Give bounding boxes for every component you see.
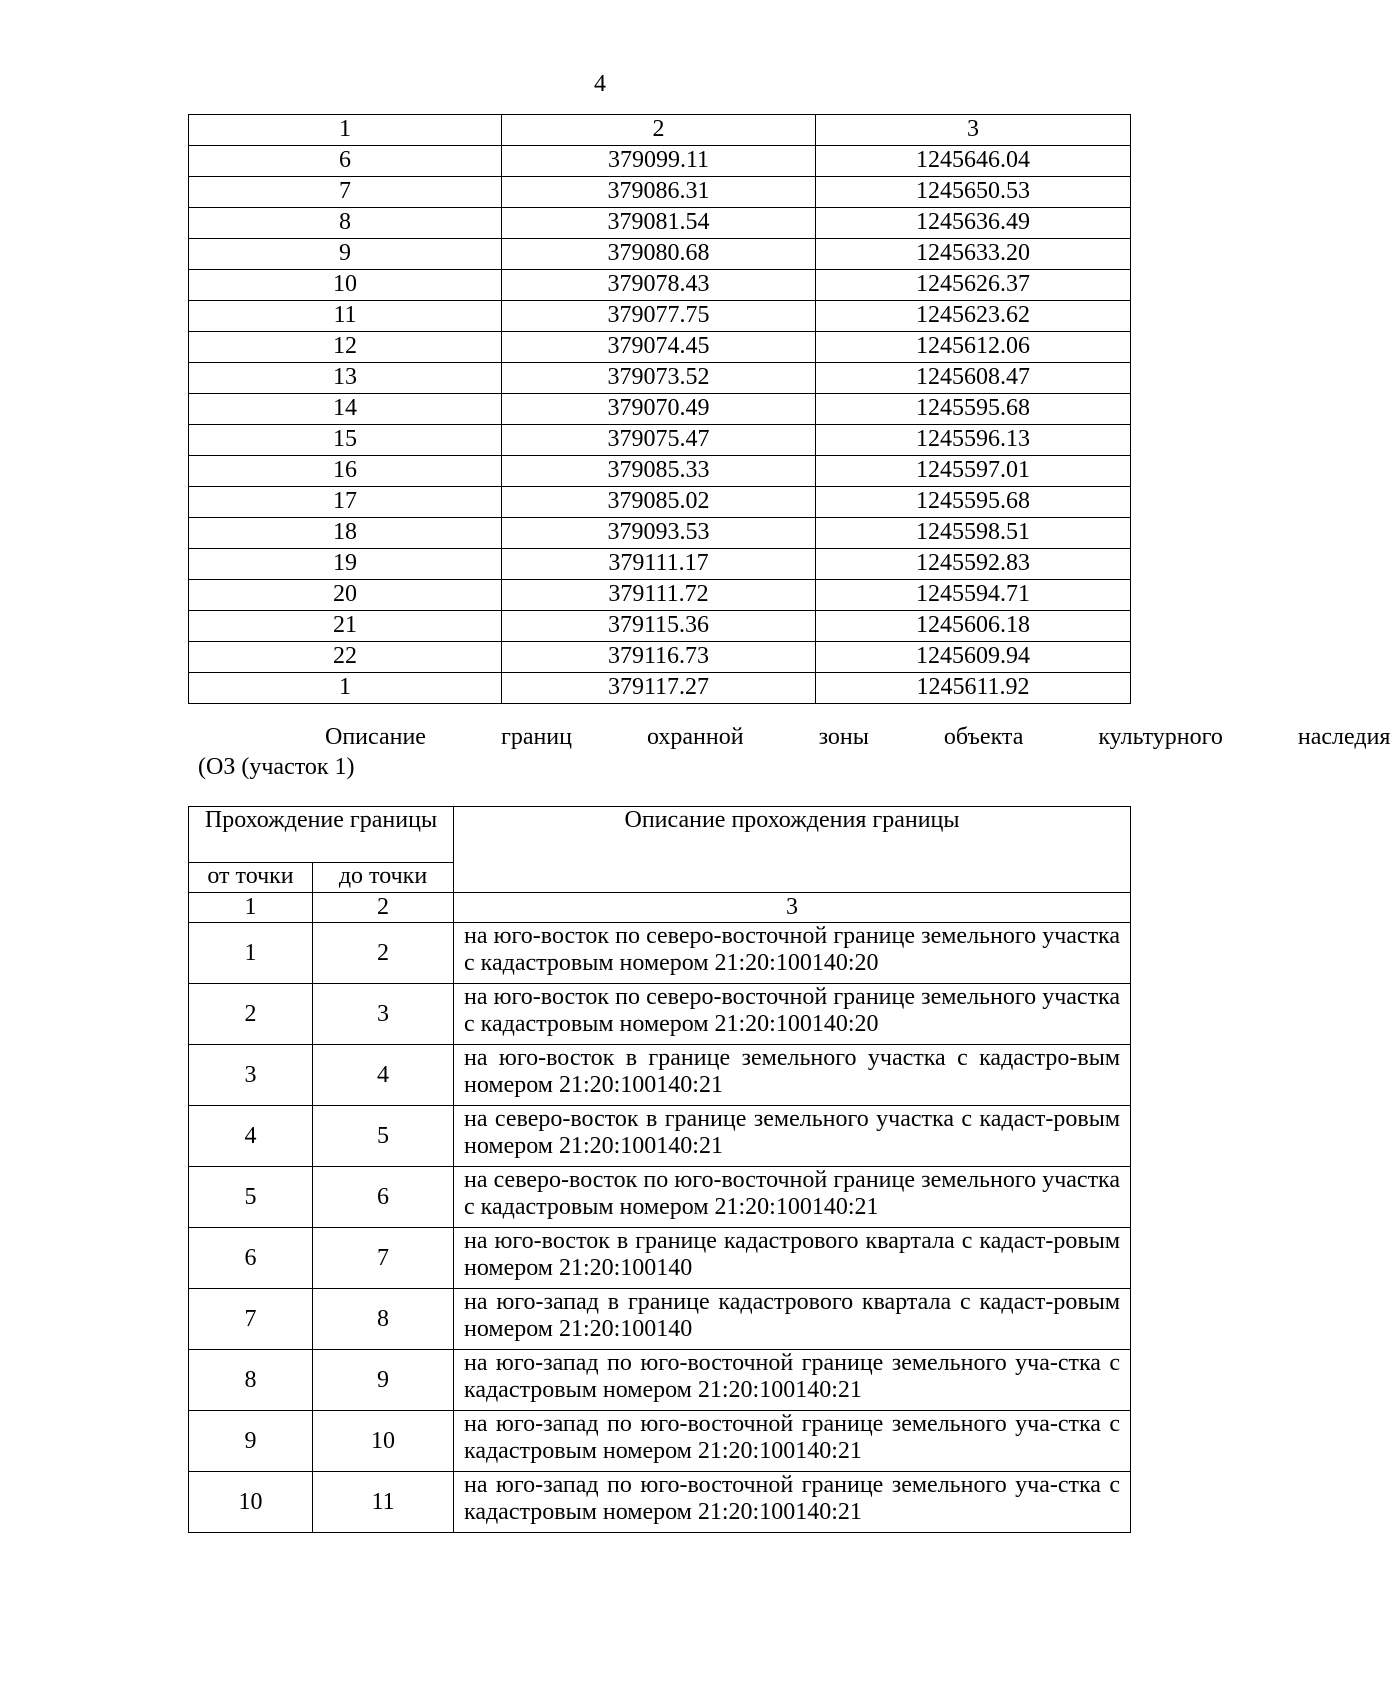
table-row <box>189 1289 1131 1350</box>
table-row <box>189 270 1131 301</box>
boundary-description: на юго-восток по северо-восточной границе земельного участка с кадастровым номером 21:20:100140:20 <box>454 984 1131 1045</box>
from-point: 5 <box>189 1167 313 1228</box>
table-row <box>189 1106 1131 1167</box>
table-row <box>189 1411 1131 1472</box>
coordinate-y: 1245596.13 <box>816 425 1131 456</box>
table-row <box>189 580 1131 611</box>
from-point: 7 <box>189 1289 313 1350</box>
to-point: 9 <box>313 1350 454 1411</box>
point-number: 12 <box>189 332 502 363</box>
coordinate-x: 379093.53 <box>502 518 816 549</box>
coordinate-x: 379074.45 <box>502 332 816 363</box>
boundary-description: на юго-запад по юго-восточной границе земельного уча-стка с кадастровым номером 21:20:100140:21 <box>454 1411 1131 1472</box>
coordinate-y: 1245636.49 <box>816 208 1131 239</box>
coordinate-y: 1245646.04 <box>816 146 1131 177</box>
from-point: 3 <box>189 1045 313 1106</box>
table-row <box>189 332 1131 363</box>
boundary-description: на юго-восток в границе кадастрового квартала с кадаст-ровым номером 21:20:100140 <box>454 1228 1131 1289</box>
boundary-description: на юго-запад по юго-восточной границе земельного уча-стка с кадастровым номером 21:20:100140:21 <box>454 1472 1131 1533</box>
table-row <box>189 1045 1131 1106</box>
to-point: 4 <box>313 1045 454 1106</box>
point-number: 9 <box>189 239 502 270</box>
point-number: 22 <box>189 642 502 673</box>
point-number: 7 <box>189 177 502 208</box>
table-row <box>189 456 1131 487</box>
description-index-row <box>189 893 1131 923</box>
coordinate-y: 1245597.01 <box>816 456 1131 487</box>
point-number: 20 <box>189 580 502 611</box>
page-number: 4 <box>594 71 606 97</box>
boundary-description: на юго-восток по северо-восточной границе земельного участка с кадастровым номером 21:20:100140:20 <box>454 923 1131 984</box>
coordinate-y: 1245623.62 <box>816 301 1131 332</box>
to-point: 8 <box>313 1289 454 1350</box>
from-point: 8 <box>189 1350 313 1411</box>
coordinate-y: 1245594.71 <box>816 580 1131 611</box>
point-number: 8 <box>189 208 502 239</box>
coordinate-x: 379085.02 <box>502 487 816 518</box>
coordinate-x: 379080.68 <box>502 239 816 270</box>
caption-word: объекта <box>943 724 1024 750</box>
column-index-2: 2 <box>502 115 816 146</box>
table-row <box>189 518 1131 549</box>
header-from-point: от точки <box>189 863 313 893</box>
coordinate-x: 379117.27 <box>502 673 816 704</box>
caption-word: Описание <box>325 724 426 750</box>
table-row <box>189 363 1131 394</box>
table-row <box>189 642 1131 673</box>
point-number: 14 <box>189 394 502 425</box>
from-point: 1 <box>189 923 313 984</box>
table-row <box>189 177 1131 208</box>
header-description: Описание прохождения границы <box>454 807 1131 893</box>
coordinates-header-row <box>189 115 1131 146</box>
boundary-description-table <box>188 806 1131 1533</box>
boundary-description: на северо-восток по юго-восточной границе земельного участка с кадастровым номером 21:20:100140:21 <box>454 1167 1131 1228</box>
to-point: 5 <box>313 1106 454 1167</box>
table-row <box>189 549 1131 580</box>
coordinate-y: 1245633.20 <box>816 239 1131 270</box>
point-number: 1 <box>189 673 502 704</box>
point-number: 13 <box>189 363 502 394</box>
boundary-description: на юго-восток в границе земельного участка с кадастро-вым номером 21:20:100140:21 <box>454 1045 1131 1106</box>
caption-word: охранной <box>647 724 744 750</box>
point-number: 21 <box>189 611 502 642</box>
coordinate-x: 379073.52 <box>502 363 816 394</box>
table-row <box>189 487 1131 518</box>
coordinate-x: 379099.11 <box>502 146 816 177</box>
to-point: 7 <box>313 1228 454 1289</box>
coordinate-x: 379085.33 <box>502 456 816 487</box>
coordinate-y: 1245609.94 <box>816 642 1131 673</box>
to-point: 6 <box>313 1167 454 1228</box>
point-number: 18 <box>189 518 502 549</box>
column-index-1: 1 <box>189 115 502 146</box>
column-index-3: 3 <box>454 893 1131 923</box>
caption-word: наследия <box>1297 724 1390 750</box>
coordinate-y: 1245626.37 <box>816 270 1131 301</box>
table-row <box>189 425 1131 456</box>
point-number: 15 <box>189 425 502 456</box>
caption-line-1 <box>198 722 1390 752</box>
coordinate-y: 1245598.51 <box>816 518 1131 549</box>
boundary-description: на юго-запад в границе кадастрового квартала с кадаст-ровым номером 21:20:100140 <box>454 1289 1131 1350</box>
coordinate-y: 1245592.83 <box>816 549 1131 580</box>
caption-word: зоны <box>818 724 869 750</box>
coordinate-y: 1245612.06 <box>816 332 1131 363</box>
coordinate-x: 379086.31 <box>502 177 816 208</box>
table-row <box>189 239 1131 270</box>
from-point: 2 <box>189 984 313 1045</box>
coordinates-table <box>188 114 1131 704</box>
from-point: 9 <box>189 1411 313 1472</box>
point-number: 16 <box>189 456 502 487</box>
boundary-description: на северо-восток в границе земельного участка с кадаст-ровым номером 21:20:100140:21 <box>454 1106 1131 1167</box>
coordinate-x: 379075.47 <box>502 425 816 456</box>
to-point: 10 <box>313 1411 454 1472</box>
from-point: 10 <box>189 1472 313 1533</box>
coordinate-y: 1245595.68 <box>816 394 1131 425</box>
point-number: 17 <box>189 487 502 518</box>
coordinate-y: 1245611.92 <box>816 673 1131 704</box>
point-number: 11 <box>189 301 502 332</box>
table-row <box>189 673 1131 704</box>
table-row <box>189 1472 1131 1533</box>
header-boundary-passage: Прохождение границы <box>189 807 454 863</box>
table-row <box>189 1228 1131 1289</box>
caption-word: границ <box>500 724 572 750</box>
to-point: 3 <box>313 984 454 1045</box>
coordinate-x: 379077.75 <box>502 301 816 332</box>
table-row <box>189 208 1131 239</box>
caption-word: культурного <box>1098 724 1223 750</box>
table-row <box>189 1167 1131 1228</box>
coordinate-x: 379115.36 <box>502 611 816 642</box>
column-index-2: 2 <box>313 893 454 923</box>
coordinate-y: 1245650.53 <box>816 177 1131 208</box>
table-row <box>189 611 1131 642</box>
coordinate-y: 1245595.68 <box>816 487 1131 518</box>
section-caption <box>198 722 1390 782</box>
table-row <box>189 394 1131 425</box>
point-number: 6 <box>189 146 502 177</box>
coordinate-x: 379116.73 <box>502 642 816 673</box>
coordinate-x: 379070.49 <box>502 394 816 425</box>
table-row <box>189 984 1131 1045</box>
coordinate-x: 379078.43 <box>502 270 816 301</box>
coordinate-y: 1245606.18 <box>816 611 1131 642</box>
boundary-description: на юго-запад по юго-восточной границе земельного уча-стка с кадастровым номером 21:20:100140:21 <box>454 1350 1131 1411</box>
from-point: 6 <box>189 1228 313 1289</box>
header-to-point: до точки <box>313 863 454 893</box>
table-row <box>189 146 1131 177</box>
column-index-3: 3 <box>816 115 1131 146</box>
table-row <box>189 301 1131 332</box>
coordinate-x: 379081.54 <box>502 208 816 239</box>
table-row <box>189 1350 1131 1411</box>
to-point: 2 <box>313 923 454 984</box>
table-row <box>189 923 1131 984</box>
coordinate-x: 379111.17 <box>502 549 816 580</box>
caption-line-2: (ОЗ (участок 1) <box>198 754 355 780</box>
description-header-row <box>189 807 1131 863</box>
column-index-1: 1 <box>189 893 313 923</box>
from-point: 4 <box>189 1106 313 1167</box>
to-point: 11 <box>313 1472 454 1533</box>
coordinate-x: 379111.72 <box>502 580 816 611</box>
point-number: 19 <box>189 549 502 580</box>
coordinate-y: 1245608.47 <box>816 363 1131 394</box>
point-number: 10 <box>189 270 502 301</box>
